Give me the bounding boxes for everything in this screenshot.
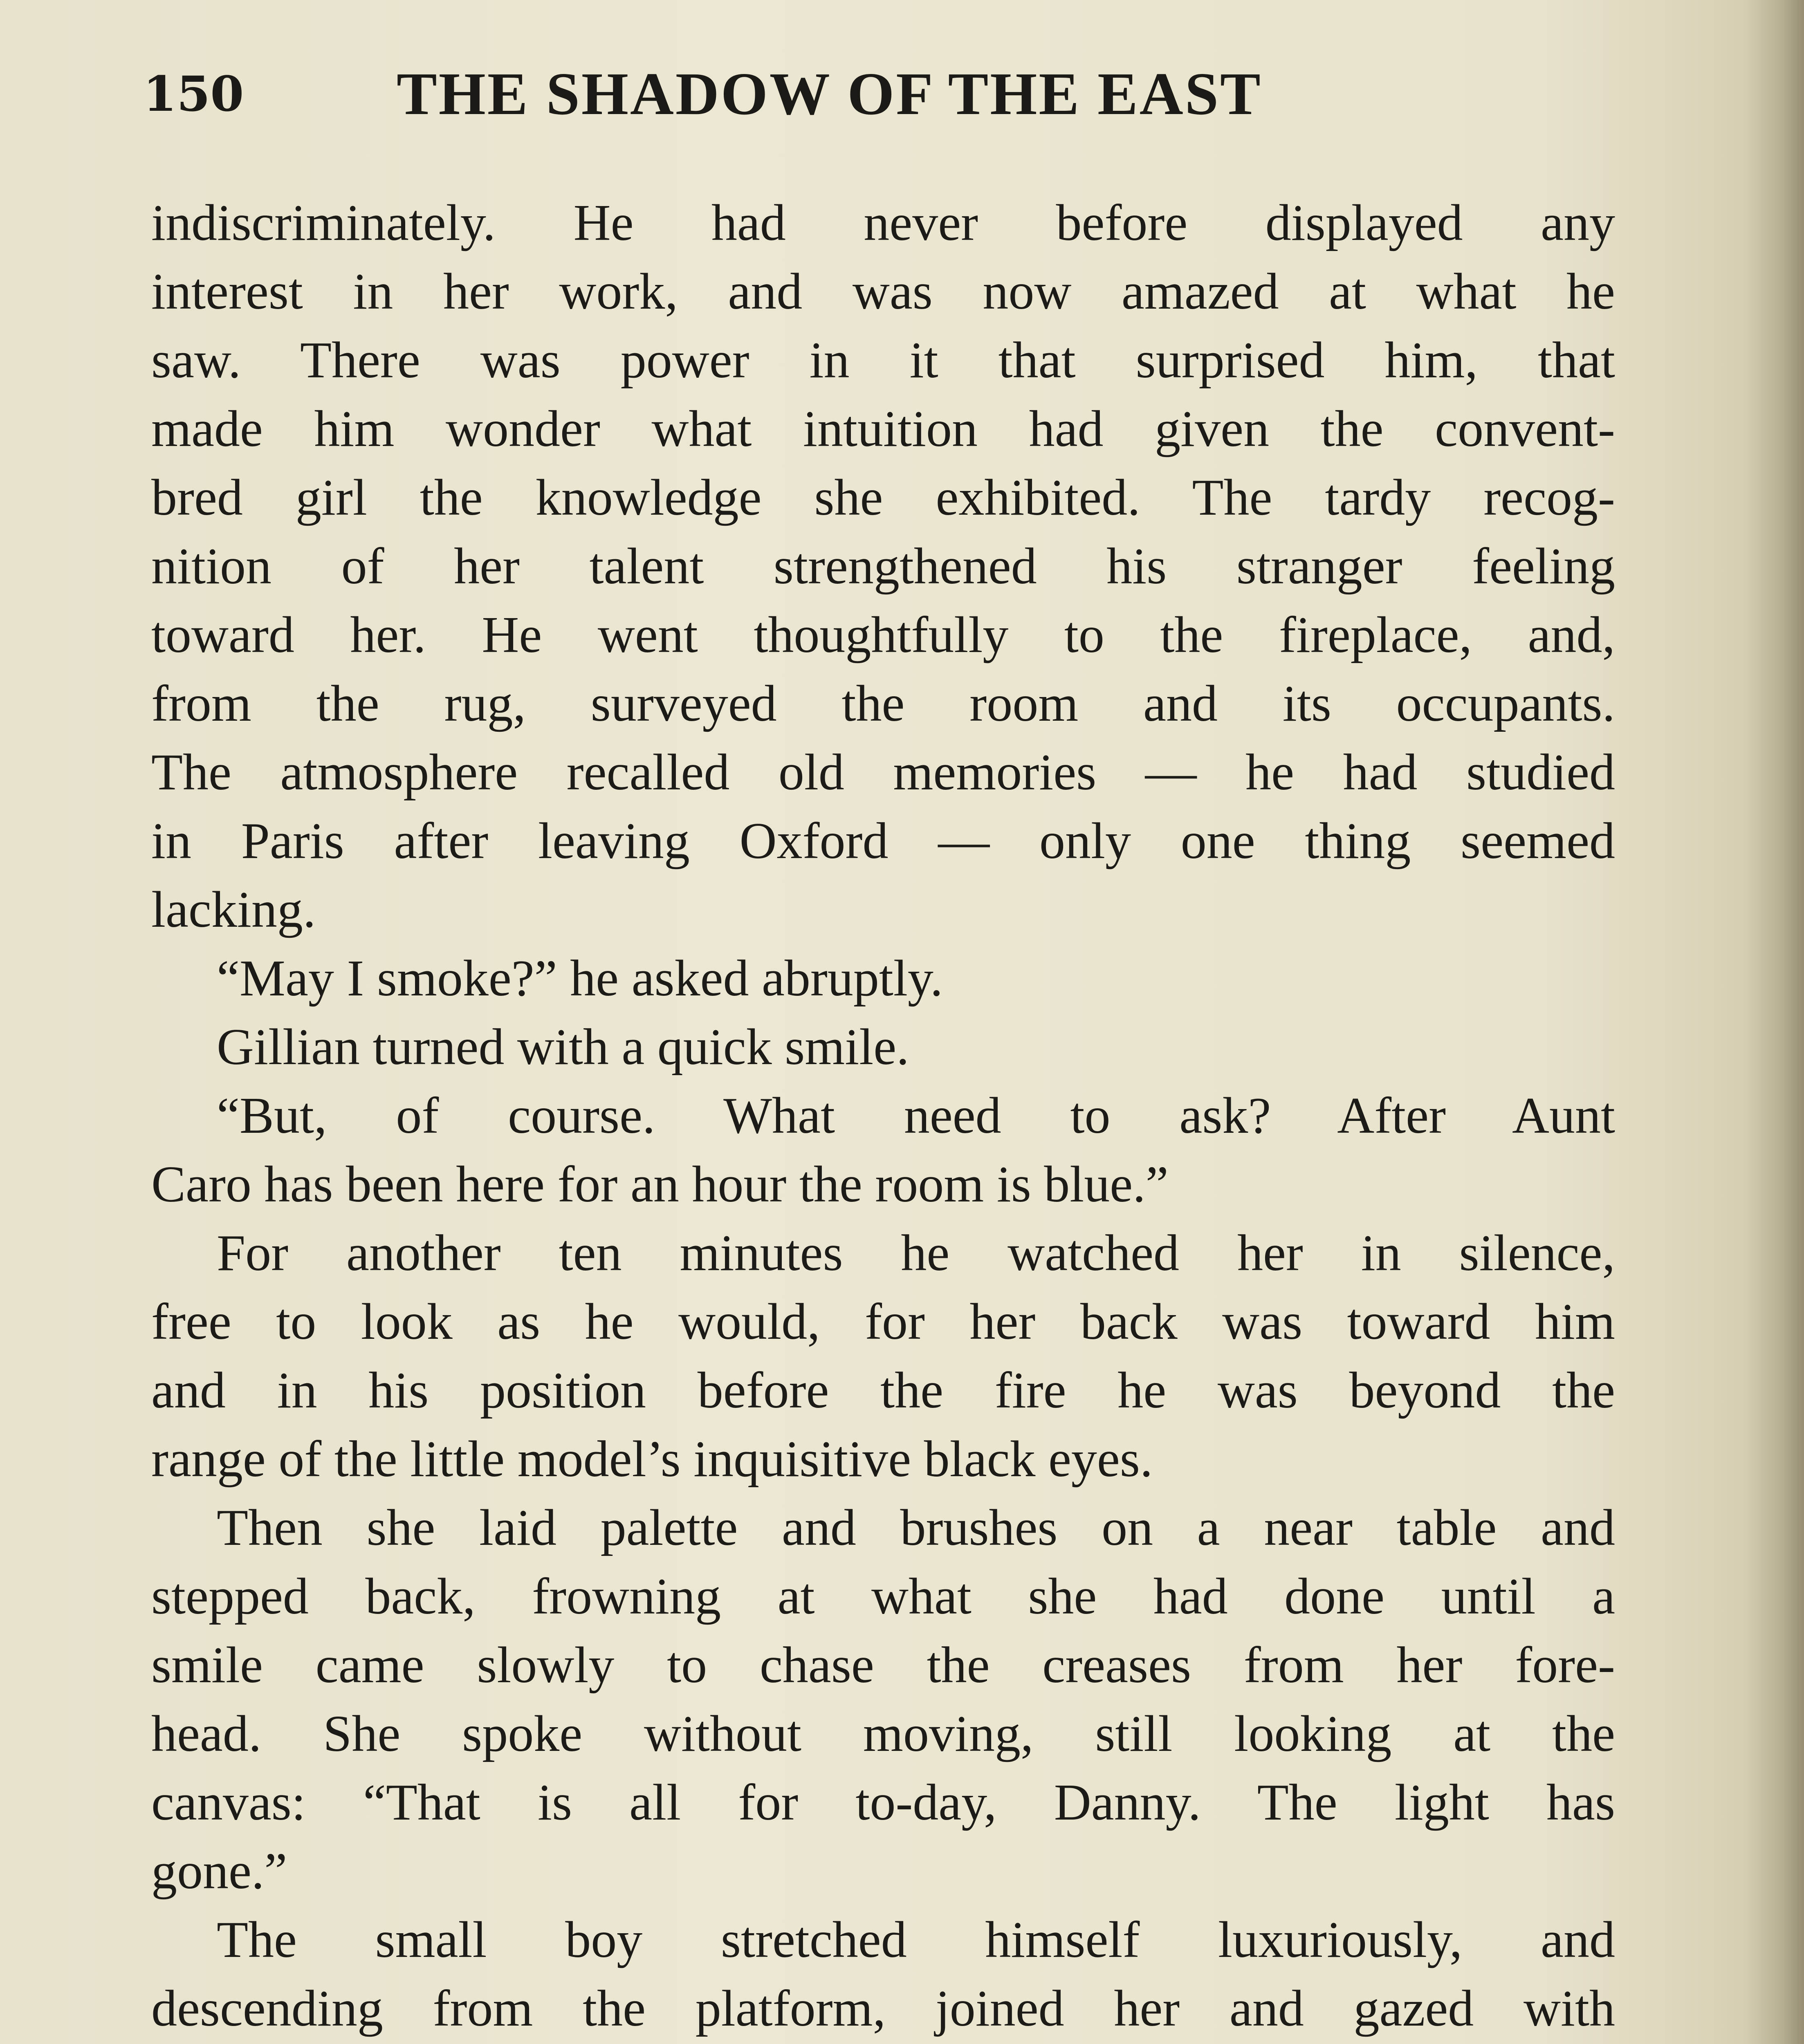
text-line: descending from the platform, joined her and gazed with [151,1980,1615,2037]
text-line: Gillian turned with a quick smile. [217,1019,909,1076]
text-line: head. She spoke without moving, still looking at the [151,1706,1615,1762]
text-line: toward her. He went thoughtfully to the fireplace, and, [151,607,1615,663]
text-line: nition of her talent strengthened his stranger feeling [151,538,1615,595]
text-line: smile came slowly to chase the creases from her fore- [151,1637,1615,1694]
text-line: lacking. [151,881,316,938]
text-line: The small boy stretched himself luxuriously, and [217,1912,1615,1968]
text-line: Caro has been here for an hour the room is blue.” [151,1156,1169,1213]
text-line: stepped back, frowning at what she had done until a [151,1568,1615,1625]
text-line: Then she laid palette and brushes on a near table and [217,1499,1615,1556]
text-line: For another ten minutes he watched her in silence, [217,1225,1615,1282]
text-line: free to look as he would, for her back was toward him [151,1293,1615,1350]
text-line: in Paris after leaving Oxford — only one thing seemed [151,813,1615,870]
text-line: and in his position before the fire he was beyond the [151,1362,1615,1419]
text-line: “But, of course. What need to ask? After Aunt [217,1087,1615,1144]
text-line: from the rug, surveyed the room and its occupants. [151,675,1615,732]
text-line: gone.” [151,1843,287,1900]
page-header [143,57,1615,131]
text-line: canvas: “That is all for to-day, Danny. The light has [151,1774,1615,1831]
text-line: bred girl the knowledge she exhibited. The tardy recog- [151,469,1615,526]
text-line: made him wonder what intuition had given the convent- [151,401,1615,457]
body-text [151,189,1615,2044]
text-line: saw. There was power in it that surprised him, that [151,332,1615,389]
text-line: “May I smoke?” he asked abruptly. [217,950,943,1007]
text-line: indiscriminately. He had never before displayed any [151,195,1615,251]
page-number: 150 [143,65,244,122]
page-edge-shadow [1747,0,1804,2044]
running-head: THE SHADOW OF THE EAST [397,61,1262,128]
text-line: interest in her work, and was now amazed at what he [151,263,1615,320]
text-line: The atmosphere recalled old memories — he had studied [151,744,1615,801]
text-line: range of the little model’s inquisitive black eyes. [151,1431,1153,1488]
